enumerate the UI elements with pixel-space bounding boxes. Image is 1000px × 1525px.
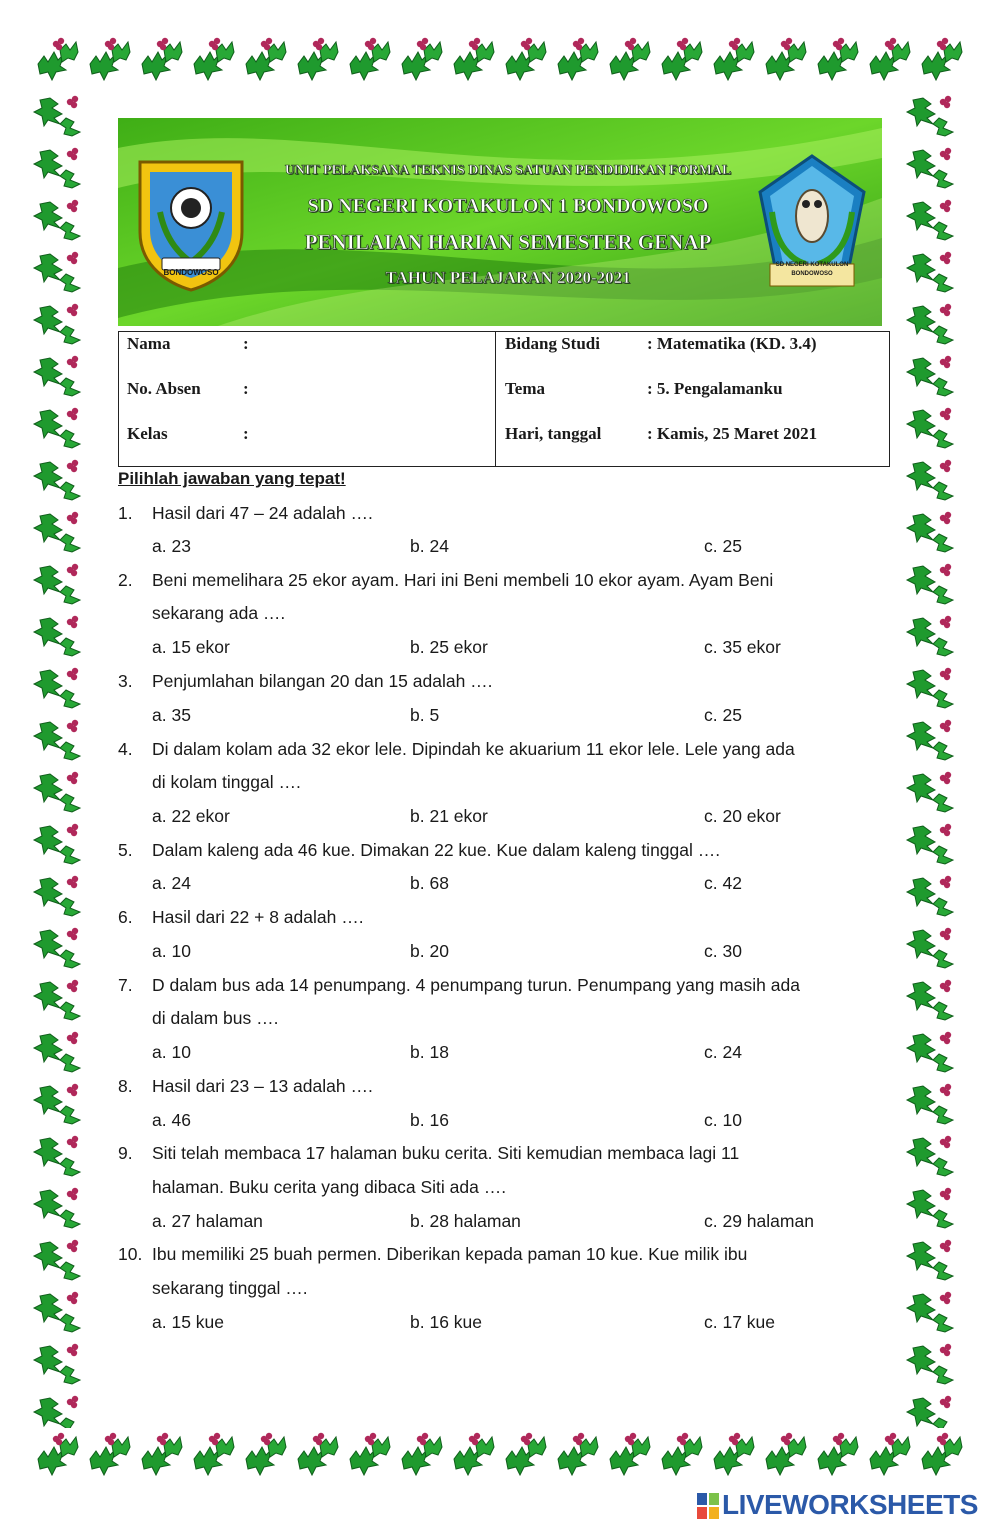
absen-label: No. Absen [127,379,201,398]
class-colon: : [243,424,249,443]
question-text: Hasil dari 23 – 13 adalah …. [152,1076,373,1096]
option-a: a. 15 kue [152,1312,224,1332]
date-value: : Kamis, 25 Maret 2021 [647,424,818,443]
assessment-title: PENILAIAN HARIAN SEMESTER GENAP [304,230,712,254]
holly-border-left [30,88,92,1428]
name-label: Nama [127,334,171,353]
option-a: a. 22 ekor [152,806,230,826]
option-a: a. 10 [152,941,191,961]
question-number: 3. [118,671,133,691]
holly-border-bottom [30,1425,965,1487]
holly-border-left-art [30,88,92,1428]
option-b: b. 20 [410,941,449,961]
option-c: c. 35 ekor [704,637,781,657]
subject-value: : Matematika (KD. 3.4) [647,334,817,353]
option-a: a. 35 [152,705,191,725]
option-b: b. 21 ekor [410,806,488,826]
subject-label: Bidang Studi [505,334,600,353]
theme-value: : 5. Pengalamanku [647,379,783,398]
option-c: c. 25 [704,705,742,725]
student-info-table [118,331,890,467]
class-label: Kelas [127,424,168,443]
question-text: Hasil dari 22 + 8 adalah …. [152,907,364,927]
question-number: 2. [118,570,133,590]
holly-border-top [30,30,965,92]
question-text-continued: di dalam bus …. [152,1008,279,1028]
option-b: b. 16 kue [410,1312,482,1332]
option-a: a. 23 [152,536,191,556]
option-c: c. 25 [704,536,742,556]
holly-border-right-art [903,88,965,1428]
option-b: b. 16 [410,1110,449,1130]
option-a: a. 46 [152,1110,191,1130]
question-text: Siti telah membaca 17 halaman buku cerita. Siti kemudian membaca lagi 11 [152,1143,740,1163]
option-a: a. 10 [152,1042,191,1062]
school-year: TAHUN PELAJARAN 2020-2021 [385,268,631,287]
crest-right-label-2: BONDOWOSO [791,271,833,277]
option-b: b. 68 [410,873,449,893]
instruction: Pilihlah jawaban yang tepat! [118,469,346,488]
holly-border-right [903,88,965,1428]
question-number: 9. [118,1143,133,1163]
option-c: c. 42 [704,873,742,893]
question-text-continued: halaman. Buku cerita yang dibaca Siti ada …. [152,1177,507,1197]
header-line-1: UNIT PELAKSANA TEKNIS DINAS SATUAN PENDIDIKAN FORMAL [284,163,732,178]
option-a: a. 24 [152,873,191,893]
crest-left-label: BONDOWOSO [163,268,219,277]
question-number: 6. [118,907,133,927]
question-number: 8. [118,1076,133,1096]
option-a: a. 27 halaman [152,1211,263,1231]
theme-label: Tema [505,379,545,398]
option-c: c. 29 halaman [704,1211,814,1231]
question-number: 5. [118,840,133,860]
question-text: D dalam bus ada 14 penumpang. 4 penumpang turun. Penumpang yang masih ada [152,975,800,995]
name-colon: : [243,334,249,353]
option-c: c. 30 [704,941,742,961]
option-b: b. 25 ekor [410,637,488,657]
option-c: c. 24 [704,1042,742,1062]
question-text: Hasil dari 47 – 24 adalah …. [152,503,373,523]
question-text: Beni memelihara 25 ekor ayam. Hari ini Beni membeli 10 ekor ayam. Ayam Beni [152,570,774,590]
liveworksheets-logo[interactable] [697,1487,997,1521]
option-a: a. 15 ekor [152,637,230,657]
absen-colon: : [243,379,249,398]
option-c: c. 17 kue [704,1312,776,1332]
question-text: Penjumlahan bilangan 20 dan 15 adalah …. [152,671,493,691]
school-crest-right [756,152,868,292]
option-c: c. 10 [704,1110,742,1130]
question-text: Ibu memiliki 25 buah permen. Diberikan kepada paman 10 kue. Kue milik ibu [152,1244,748,1264]
question-number: 7. [118,975,133,995]
option-b: b. 28 halaman [410,1211,521,1231]
option-b: b. 18 [410,1042,449,1062]
question-number: 1. [118,503,133,523]
question-text: Dalam kaleng ada 46 kue. Dimakan 22 kue. Kue dalam kaleng tinggal …. [152,840,721,860]
option-b: b. 24 [410,536,449,556]
date-label: Hari, tanggal [505,424,602,443]
question-number: 4. [118,739,133,759]
question-number: 10. [118,1244,143,1264]
holly-border-bottom-art [30,1425,965,1487]
option-b: b. 5 [410,705,440,725]
liveworksheets-wordmark: LIVEWORKSHEETS [722,1489,978,1520]
question-text-continued: sekarang ada …. [152,603,286,623]
question-text: Di dalam kolam ada 32 ekor lele. Dipindah ke akuarium 11 ekor lele. Lele yang ada [152,739,795,759]
header-banner [118,118,882,326]
school-crest-left [132,152,250,292]
option-c: c. 20 ekor [704,806,781,826]
crest-right-label-1: SD NEGERI KOTAKULON [775,262,849,268]
info-table-divider [495,332,496,466]
question-text-continued: di kolam tinggal …. [152,772,301,792]
holly-border-top-art [30,30,965,92]
question-text-continued: sekarang tinggal …. [152,1278,308,1298]
school-name: SD NEGERI KOTAKULON 1 BONDOWOSO [307,195,709,217]
liveworksheets-icon [697,1493,719,1519]
